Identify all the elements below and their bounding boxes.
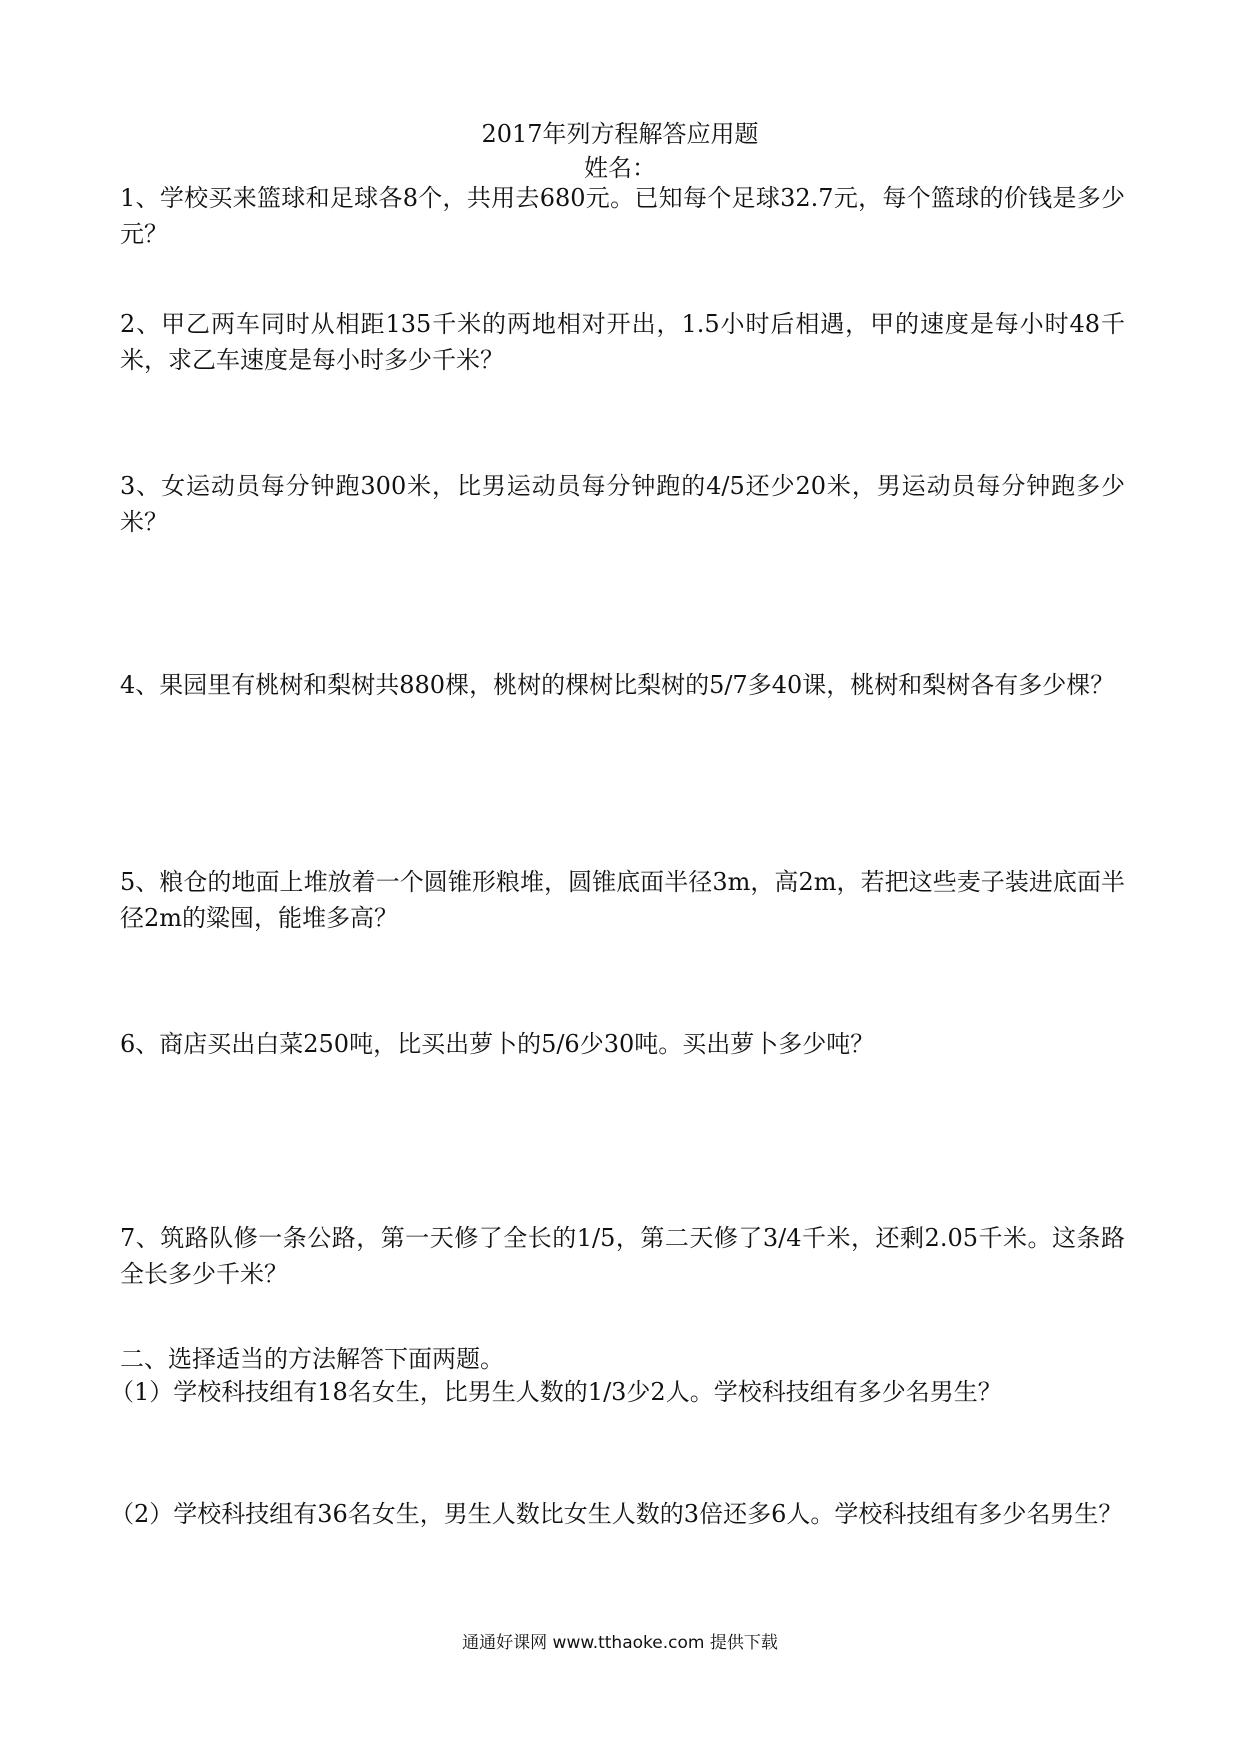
question-6: 6、商店买出白菜250吨，比买出萝卜的5/6少30吨。买出萝卜多少吨？ <box>120 1030 875 1058</box>
question-1: 1、学校买来篮球和足球各8个，共用去680元。已知每个足球32.7元，每个篮球的价钱是多少元？ <box>120 184 1125 248</box>
question-2: 2、甲乙两车同时从相距135千米的两地相对开出，1.5小时后相遇，甲的速度是每小时48千米，求乙车速度是每小时多少千米？ <box>120 310 1125 374</box>
question-3: 3、女运动员每分钟跑300米，比男运动员每分钟跑的4/5还少20米，男运动员每分钟跑多少米？ <box>120 472 1125 536</box>
section-2-item-1: （1）学校科技组有18名女生，比男生人数的1/3少2人。学校科技组有多少名男生？ <box>110 1378 1002 1406</box>
question-5: 5、粮仓的地面上堆放着一个圆锥形粮堆，圆锥底面半径3m，高2m，若把这些麦子装进底面半径2m的粱囤，能堆多高？ <box>120 868 1125 932</box>
name-label: 姓名： <box>584 154 656 182</box>
footer-source: 通通好课网 www.tthaoke.com 提供下载 <box>462 1633 778 1653</box>
section-2-heading: 二、选择适当的方法解答下面两题。 <box>120 1345 504 1373</box>
question-4: 4、果园里有桃树和梨树共880棵，桃树的棵树比梨树的5/7多40课，桃树和梨树各有多少棵？ <box>120 671 1115 699</box>
question-7: 7、筑路队修一条公路，第一天修了全长的1/5，第二天修了3/4千米，还剩2.05千米。这条路全长多少千米？ <box>120 1224 1125 1288</box>
page-title: 2017年列方程解答应用题 <box>481 120 759 148</box>
section-2-item-2: （2）学校科技组有36名女生，男生人数比女生人数的3倍还多6人。学校科技组有多少名男生？ <box>110 1500 1123 1528</box>
